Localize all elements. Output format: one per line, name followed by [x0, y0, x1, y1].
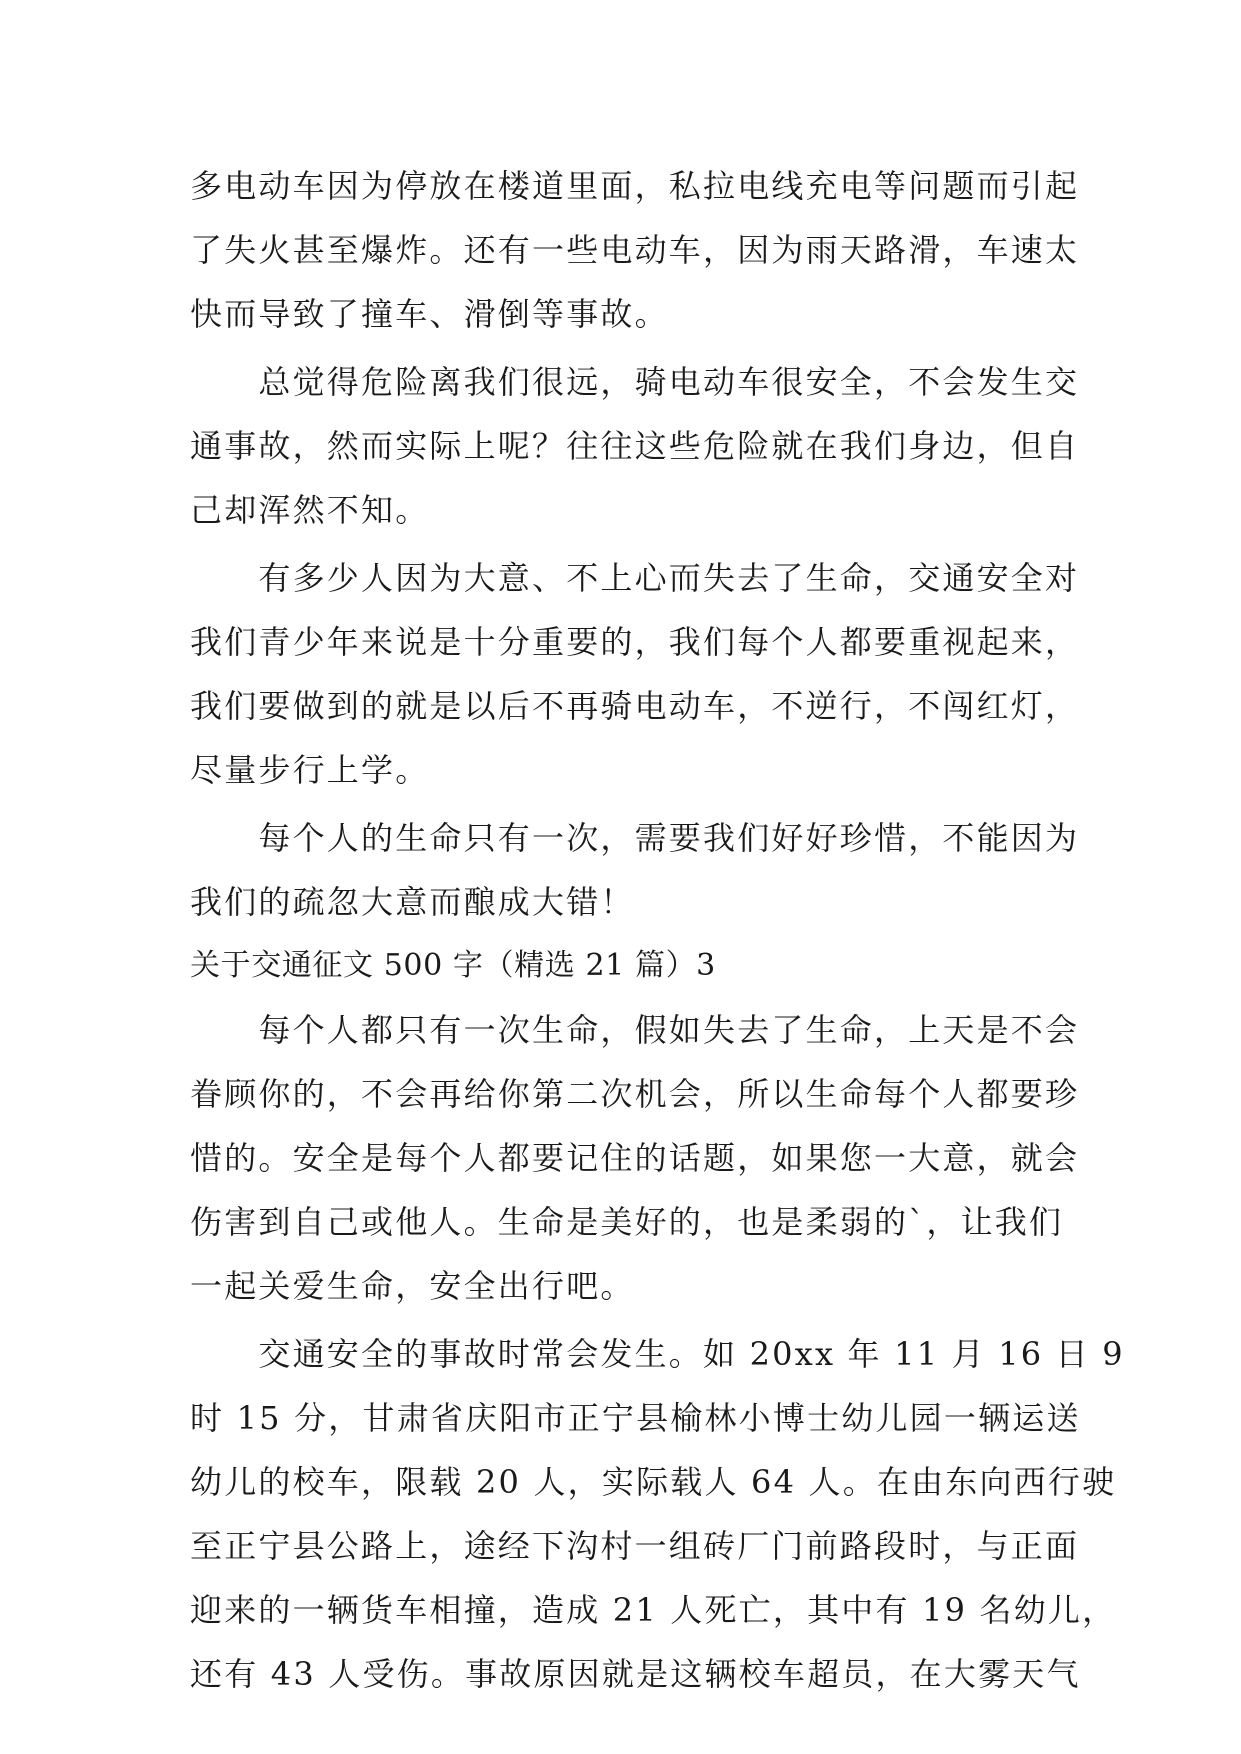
text-line: 总觉得危险离我们很远，骑电动车很安全，不会发生交 — [190, 363, 1080, 401]
text-line: 多电动车因为停放在楼道里面，私拉电线充电等问题而引起 — [190, 167, 1080, 205]
paragraph — [190, 1322, 1125, 1706]
text-line: 每个人都只有一次生命，假如失去了生命，上天是不会 — [190, 1011, 1080, 1049]
paragraph — [190, 998, 1080, 1318]
paragraph — [190, 154, 1080, 346]
text-line: 至正宁县公路上，途经下沟村一组砖厂门前路段时，与正面 — [190, 1527, 1080, 1565]
text-line: 快而导致了撞车、滑倒等事故。 — [190, 295, 669, 333]
text-line: 时 15 分，甘肃省庆阳市正宁县榆林小博士幼儿园一辆运送 — [190, 1399, 1081, 1437]
text-line: 眷顾你的，不会再给你第二次机会，所以生命每个人都要珍 — [190, 1075, 1080, 1113]
text-line: 我们要做到的就是以后不再骑电动车，不逆行，不闯红灯， — [190, 687, 1080, 725]
text-line: 交通安全的事故时常会发生。如 20xx 年 11 月 16 日 9 — [190, 1335, 1125, 1373]
text-line: 了失火甚至爆炸。还有一些电动车，因为雨天路滑，车速太 — [190, 231, 1080, 269]
text-line: 我们的疏忽大意而酿成大错！ — [190, 883, 635, 921]
text-line: 有多少人因为大意、不上心而失去了生命，交通安全对 — [190, 559, 1080, 597]
text-line: 幼儿的校车，限载 20 人，实际载人 64 人。在由东向西行驶 — [190, 1463, 1117, 1501]
text-line: 通事故，然而实际上呢？往往这些危险就在我们身边，但自 — [190, 427, 1080, 465]
text-line: 还有 43 人受伤。事故原因就是这辆校车超员，在大雾天气 — [190, 1655, 1081, 1693]
text-line: 每个人的生命只有一次，需要我们好好珍惜，不能因为 — [190, 819, 1080, 857]
text-line: 伤害到自己或他人。生命是美好的，也是柔弱的`，让我们 — [190, 1203, 1064, 1241]
text-line: 尽量步行上学。 — [190, 751, 430, 789]
text-line: 惜的。安全是每个人都要记住的话题，如果您一大意，就会 — [190, 1139, 1080, 1177]
paragraph — [190, 806, 1080, 934]
text-line: 一起关爱生命，安全出行吧。 — [190, 1267, 635, 1305]
text-line: 迎来的一辆货车相撞，造成 21 人死亡，其中有 19 名幼儿， — [190, 1591, 1117, 1629]
section-heading: 关于交通征文 500 字（精选 21 篇）3 — [190, 948, 716, 983]
text-line: 己却浑然不知。 — [190, 491, 430, 529]
paragraph — [190, 546, 1080, 802]
text-line: 我们青少年来说是十分重要的，我们每个人都要重视起来， — [190, 623, 1080, 661]
document-body — [190, 154, 1125, 1706]
paragraph — [190, 350, 1080, 542]
